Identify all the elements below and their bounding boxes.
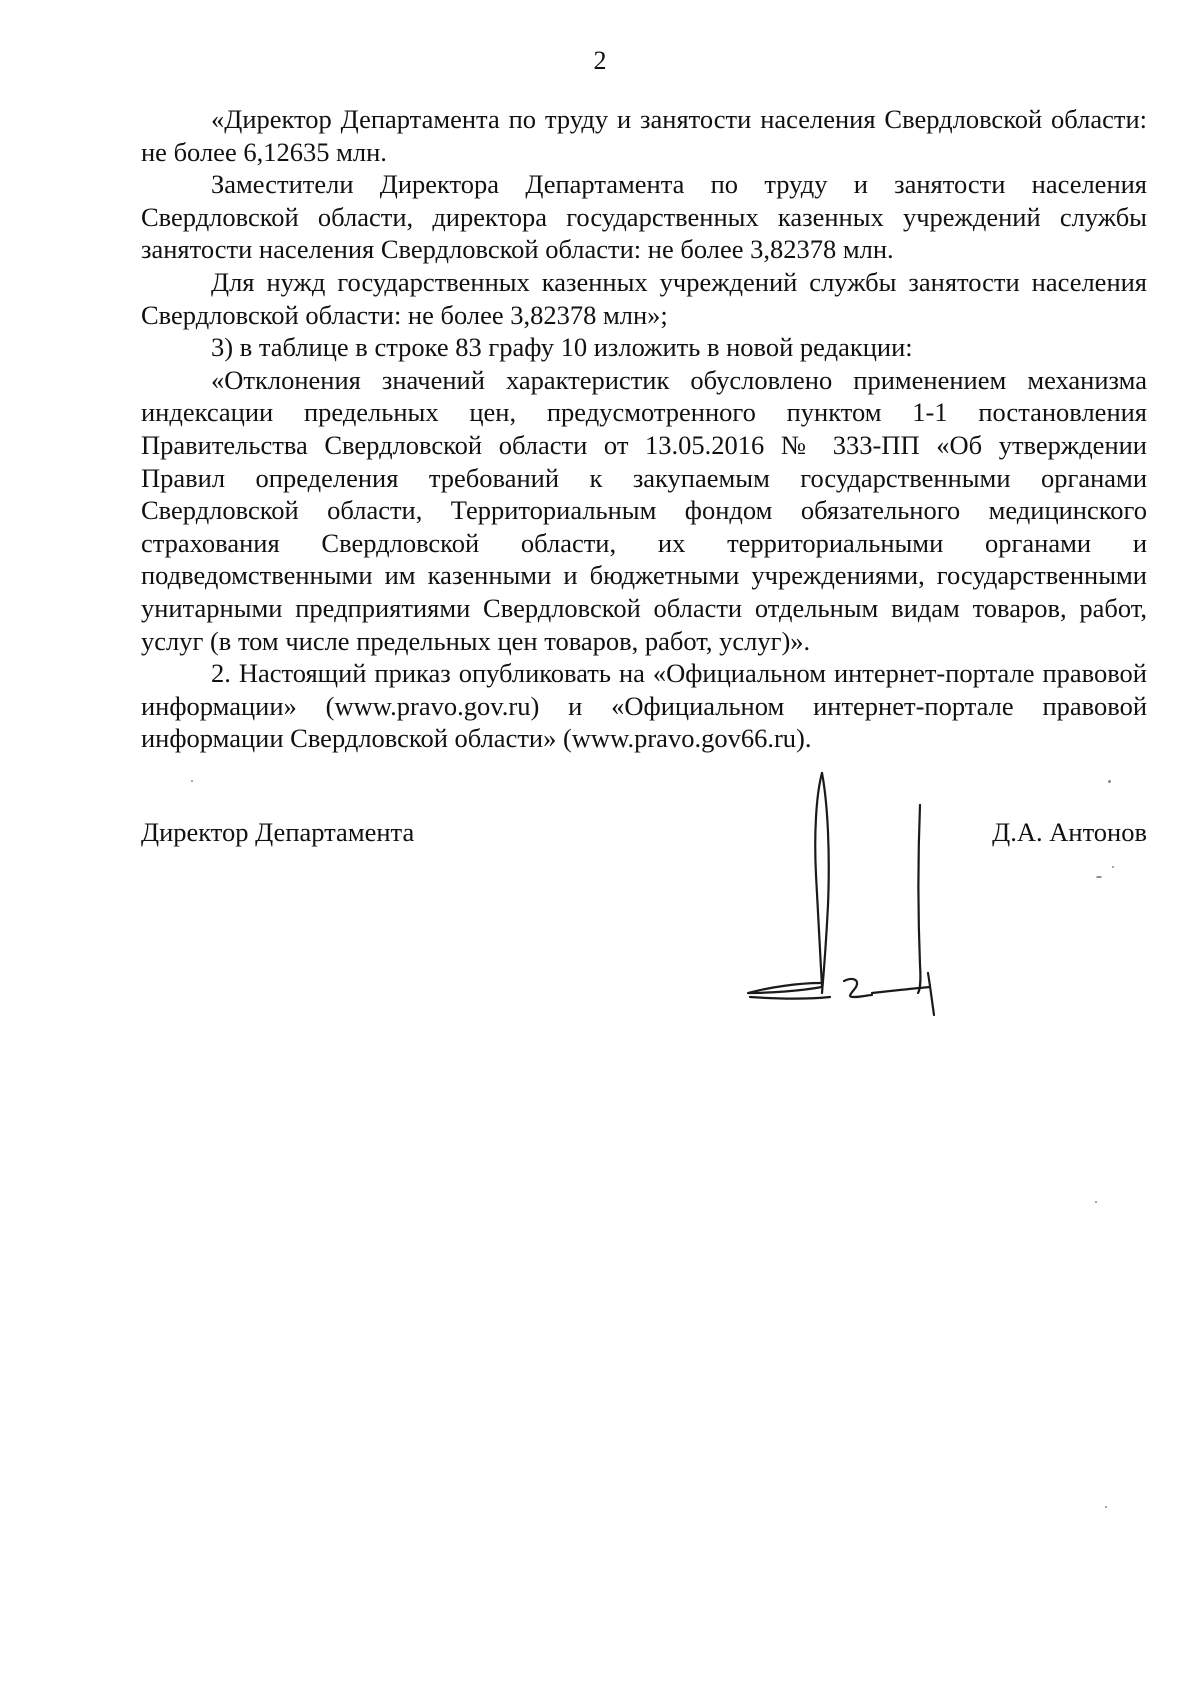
scan-speck — [1108, 780, 1111, 783]
scan-speck — [1096, 876, 1102, 878]
scan-speck — [1112, 866, 1114, 868]
handwritten-signature — [730, 765, 970, 1025]
paragraph-director-limit: «Директор Департамента по труду и занятости населения Свердловской области: не более 6,12635 млн. — [141, 104, 1147, 167]
paragraph-institutions-limit: Для нужд государственных казенных учреждений службы занятости населения Свердловской области: не более 3,82378 млн»; — [141, 266, 1147, 330]
scan-speck — [1095, 1201, 1097, 1203]
signer-position: Директор Департамента — [141, 817, 415, 847]
paragraph-publication: 2. Настоящий приказ опубликовать на «Официальном интернет-портале правовой информации» (www.pravo.gov.ru) и «Официальном интернет-портале правовой информации Свердловской области» (www.pravo.gov66.ru). — [141, 658, 1147, 754]
document-body — [141, 103, 1147, 755]
signer-name: Д.А. Антонов — [992, 817, 1147, 847]
page-number: 2 — [593, 46, 607, 75]
scan-speck — [1105, 1506, 1107, 1508]
paragraph-table-amendment: 3) в таблице в строке 83 графу 10 изложить в новой редакции: — [211, 332, 913, 363]
scan-speck — [191, 780, 193, 782]
paragraph-deputies-limit: Заместители Директора Департамента по труду и занятости населения Свердловской области, директора государственных казенных учреждений службы занятости населения Свердловской области: не более 3,82378 млн. — [141, 169, 1147, 265]
signature-block — [141, 816, 1147, 856]
paragraph-deviation-note: «Отклонения значений характеристик обусловлено применением механизма индексации предельных цен, предусмотренного пунктом 1-1 постановления Правительства Свердловской области от 13.05.2016 № 333-ПП «Об утверждении Правил определения требований к закупаемым государственными органами Свердловской области, Территориальным фондом обязательного медицинского страхования Свердловской области, их территориальными органами и подведомственными им казенными и бюджетными учреждениями, государственными унитарными предприятиями Свердловской области отдельным видам товаров, работ, услуг (в том числе предельных цен товаров, работ, услуг)». — [141, 364, 1147, 656]
